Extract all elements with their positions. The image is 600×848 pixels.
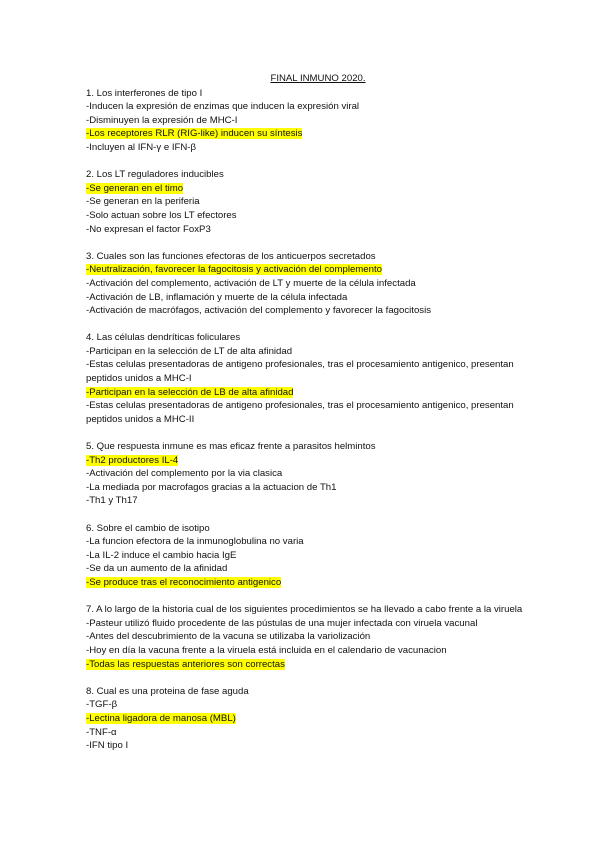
question-block bbox=[86, 331, 526, 426]
answer-option-text: -Neutralización, favorecer la fagocitosis y activación del complemento bbox=[86, 264, 382, 276]
question-title: 1. Los interferones de tipo I bbox=[86, 87, 203, 99]
answer-option-text: -Lectina ligadora de manosa (MBL) bbox=[86, 712, 236, 724]
answer-option-text: -Incluyen al IFN-γ e IFN-β bbox=[86, 141, 197, 153]
question-block bbox=[86, 250, 526, 318]
answer-option-text: -Todas las respuestas anteriores son correctas bbox=[86, 658, 285, 670]
answer-option-correct bbox=[86, 263, 526, 277]
answer-option-correct bbox=[86, 454, 526, 468]
answer-option bbox=[86, 291, 526, 305]
answer-option bbox=[86, 726, 526, 740]
answer-option-text: -La IL-2 induce el cambio hacia IgE bbox=[86, 549, 237, 561]
answer-option-text: -Pasteur utilizó fluido procedente de las pústulas de una mujer infectada con viruela vacunal bbox=[86, 617, 478, 629]
question-title: 7. A lo largo de la historia cual de los siguientes procedimientos se ha llevado a cabo frente a la viruela bbox=[86, 604, 523, 616]
answer-option bbox=[86, 494, 526, 508]
answer-option-text: -TGF-β bbox=[86, 699, 118, 711]
answer-option-correct bbox=[86, 386, 526, 400]
answer-option-text: -Activación del complemento, activación de LT y muerte de la célula infectada bbox=[86, 277, 416, 289]
answer-option-text: -Activación de macrófagos, activación del complemento y favorecer la fagocitosis bbox=[86, 305, 432, 317]
answer-option-text: -Se generan en la periferia bbox=[86, 196, 200, 208]
answer-option-text: -Se produce tras el reconocimiento antigenico bbox=[86, 576, 282, 588]
answer-option-text: -Solo actuan sobre los LT efectores bbox=[86, 209, 237, 221]
answer-option-text: -Disminuyen la expresión de MHC-I bbox=[86, 114, 238, 126]
answer-option bbox=[86, 617, 526, 631]
answer-option bbox=[86, 141, 526, 155]
question-block bbox=[86, 440, 526, 508]
answer-option-text: -Inducen la expresión de enzimas que inducen la expresión viral bbox=[86, 101, 360, 113]
answer-option-correct bbox=[86, 127, 526, 141]
answer-option-text: -Activación del complemento por la via clasica bbox=[86, 468, 283, 480]
answer-option-text: -Estas celulas presentadoras de antigeno profesionales, tras el procesamiento antigenico, presentan peptidos unidos a MHC-II bbox=[86, 400, 517, 425]
answer-option bbox=[86, 630, 526, 644]
question-block bbox=[86, 685, 526, 753]
answer-option bbox=[86, 100, 526, 114]
question-list bbox=[86, 87, 526, 753]
answer-option bbox=[86, 739, 526, 753]
answer-option-text: -Se generan en el timo bbox=[86, 182, 184, 194]
answer-option bbox=[86, 195, 526, 209]
answer-option-text: -Participan en la selección de LB de alta afinidad bbox=[86, 386, 294, 398]
answer-option bbox=[86, 304, 526, 318]
answer-option bbox=[86, 562, 526, 576]
answer-option-text: -IFN tipo I bbox=[86, 740, 129, 752]
answer-option-text: -Antes del descubrimiento de la vacuna se utilizaba la variolización bbox=[86, 631, 371, 643]
answer-option-text: -Los receptores RLR (RIG-like) inducen su síntesis bbox=[86, 128, 303, 140]
answer-option bbox=[86, 358, 526, 385]
answer-option bbox=[86, 644, 526, 658]
document-page bbox=[86, 72, 526, 766]
answer-option-correct bbox=[86, 576, 526, 590]
answer-option bbox=[86, 114, 526, 128]
document-title: FINAL INMUNO 2020. bbox=[270, 73, 366, 84]
answer-option bbox=[86, 467, 526, 481]
answer-option bbox=[86, 223, 526, 237]
answer-option-text: -La funcion efectora de la inmunoglobulina no varia bbox=[86, 536, 304, 548]
question-title: 3. Cuales son las funciones efectoras de los anticuerpos secretados bbox=[86, 250, 376, 262]
question-block bbox=[86, 168, 526, 236]
answer-option-correct bbox=[86, 182, 526, 196]
answer-option bbox=[86, 698, 526, 712]
question-block bbox=[86, 603, 526, 671]
answer-option-text: -Estas celulas presentadoras de antigeno profesionales, tras el procesamiento antigenico, presentan peptidos unidos a MHC-I bbox=[86, 359, 517, 385]
answer-option-text: -Hoy en día la vacuna frente a la viruela está incluida en el calendario de vacunacion bbox=[86, 644, 447, 656]
question-block bbox=[86, 87, 526, 155]
answer-option-correct bbox=[86, 658, 526, 672]
question-title: 6. Sobre el cambio de isotipo bbox=[86, 522, 210, 534]
question-title: 2. Los LT reguladores inducibles bbox=[86, 169, 224, 181]
answer-option bbox=[86, 209, 526, 223]
answer-option-text: -Th1 y Th17 bbox=[86, 495, 138, 507]
answer-option-text: -Participan en la selección de LT de alta afinidad bbox=[86, 345, 293, 357]
answer-option bbox=[86, 277, 526, 291]
answer-option bbox=[86, 535, 526, 549]
answer-option bbox=[86, 549, 526, 563]
answer-option bbox=[86, 399, 526, 426]
question-title: 5. Que respuesta inmune es mas eficaz frente a parasitos helmintos bbox=[86, 441, 376, 453]
question-title: 8. Cual es una proteina de fase aguda bbox=[86, 685, 249, 697]
answer-option-text: -Se da un aumento de la afinidad bbox=[86, 563, 228, 575]
answer-option-text: -No expresan el factor FoxP3 bbox=[86, 223, 211, 235]
answer-option bbox=[86, 345, 526, 359]
question-block bbox=[86, 522, 526, 590]
answer-option-text: -La mediada por macrofagos gracias a la actuacion de Th1 bbox=[86, 481, 337, 493]
answer-option bbox=[86, 481, 526, 495]
answer-option-correct bbox=[86, 712, 526, 726]
answer-option-text: -Th2 productores IL-4 bbox=[86, 454, 179, 466]
question-title: 4. Las células dendríticas foliculares bbox=[86, 332, 241, 344]
answer-option-text: -Activación de LB, inflamación y muerte de la célula infectada bbox=[86, 291, 348, 303]
answer-option-text: -TNF-α bbox=[86, 726, 117, 738]
